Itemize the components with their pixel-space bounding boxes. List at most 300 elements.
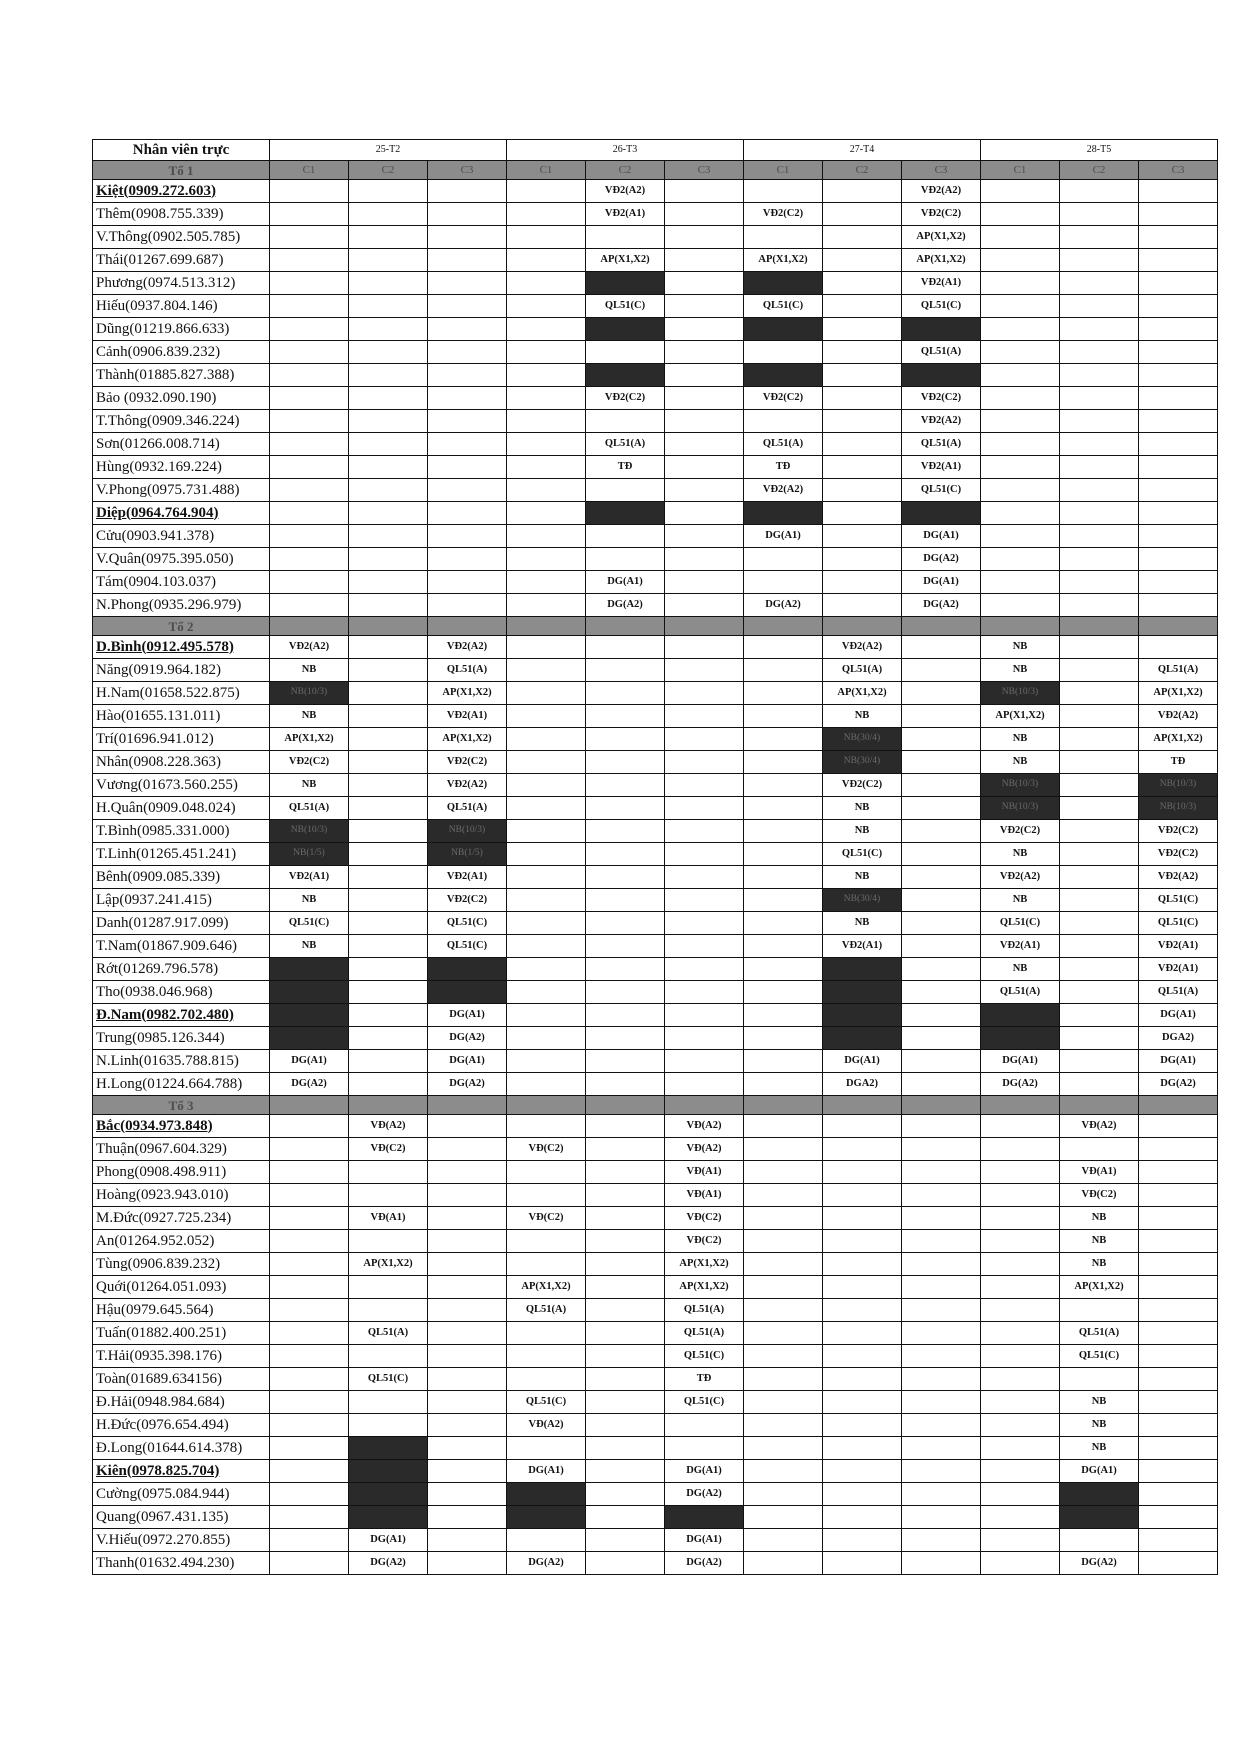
- staff-name: Hào(01655.131.011): [93, 705, 270, 728]
- shift-cell: [823, 1483, 902, 1506]
- staff-name: H.Quân(0909.048.024): [93, 797, 270, 820]
- shift-cell: [507, 548, 586, 571]
- shift-cell: [428, 1483, 507, 1506]
- staff-name: N.Linh(01635.788.815): [93, 1050, 270, 1073]
- shift-cell: VĐ2(A2): [981, 866, 1060, 889]
- shift-cell: [823, 1506, 902, 1529]
- shaded-cell: NB(10/3): [1139, 774, 1218, 797]
- shift-cell: [1060, 318, 1139, 341]
- shaded-cell: [586, 364, 665, 387]
- shift-cell: [428, 1161, 507, 1184]
- shift-cell: [744, 571, 823, 594]
- shift-cell: [744, 1184, 823, 1207]
- shift-cell: DG(A2): [981, 1073, 1060, 1096]
- shift-cell: [586, 659, 665, 682]
- shift-cell: [428, 1253, 507, 1276]
- shift-cell: [902, 1506, 981, 1529]
- shift-cell: [428, 1138, 507, 1161]
- staff-name: Dũng(01219.866.633): [93, 318, 270, 341]
- shift-cell: [270, 571, 349, 594]
- shift-cell: [902, 1115, 981, 1138]
- shift-cell: [1139, 1207, 1218, 1230]
- shift-cell: [981, 433, 1060, 456]
- staff-row: [93, 571, 1218, 594]
- staff-row: [93, 226, 1218, 249]
- group-header-cell: [823, 617, 902, 636]
- shift-cell: VĐ(A2): [349, 1115, 428, 1138]
- shift-cell: [586, 1004, 665, 1027]
- shift-header: C1: [744, 161, 823, 180]
- staff-name: Diệp(0964.764.904): [93, 502, 270, 525]
- shift-cell: [1139, 1276, 1218, 1299]
- shift-cell: [1060, 1027, 1139, 1050]
- staff-row: [93, 479, 1218, 502]
- shift-cell: [1139, 1184, 1218, 1207]
- shift-cell: NB: [981, 659, 1060, 682]
- shift-cell: [1060, 364, 1139, 387]
- shift-cell: VĐ2(A2): [744, 479, 823, 502]
- shift-cell: NB: [270, 935, 349, 958]
- group-label: Tổ 2: [93, 617, 270, 636]
- group-header-cell: [428, 617, 507, 636]
- staff-name: Bắc(0934.973.848): [93, 1115, 270, 1138]
- shift-cell: [823, 226, 902, 249]
- staff-row: [93, 272, 1218, 295]
- shaded-cell: [823, 958, 902, 981]
- shift-cell: [744, 682, 823, 705]
- shift-cell: [507, 751, 586, 774]
- shift-cell: TĐ: [665, 1368, 744, 1391]
- shift-cell: [507, 866, 586, 889]
- shift-cell: [744, 1115, 823, 1138]
- shift-cell: [902, 820, 981, 843]
- staff-row: [93, 1483, 1218, 1506]
- shift-cell: [507, 387, 586, 410]
- shift-cell: [270, 1253, 349, 1276]
- staff-row: [93, 1506, 1218, 1529]
- shift-cell: [744, 341, 823, 364]
- shift-cell: [823, 387, 902, 410]
- group-header-cell: [349, 617, 428, 636]
- shift-cell: DG(A2): [270, 1073, 349, 1096]
- shift-cell: [586, 1184, 665, 1207]
- shift-cell: [270, 1391, 349, 1414]
- shift-cell: [270, 479, 349, 502]
- shift-cell: [902, 1345, 981, 1368]
- shaded-cell: [507, 1506, 586, 1529]
- shift-cell: [744, 1414, 823, 1437]
- shift-cell: QL51(C): [981, 912, 1060, 935]
- shift-cell: [665, 958, 744, 981]
- shift-cell: [665, 364, 744, 387]
- group-header-cell: [902, 617, 981, 636]
- shift-cell: [902, 1368, 981, 1391]
- shift-cell: [981, 410, 1060, 433]
- shift-cell: QL51(C): [902, 295, 981, 318]
- staff-name: N.Phong(0935.296.979): [93, 594, 270, 617]
- shift-cell: [902, 1391, 981, 1414]
- shift-cell: [1060, 479, 1139, 502]
- shift-cell: [428, 295, 507, 318]
- staff-name: Đ.Nam(0982.702.480): [93, 1004, 270, 1027]
- shift-cell: [428, 1437, 507, 1460]
- shift-cell: [507, 456, 586, 479]
- shift-cell: [1060, 797, 1139, 820]
- shift-cell: QL51(C): [902, 479, 981, 502]
- shift-cell: VĐ(C2): [349, 1138, 428, 1161]
- shift-cell: [1060, 1004, 1139, 1027]
- shift-cell: AP(X1,X2): [586, 249, 665, 272]
- staff-name: Cường(0975.084.944): [93, 1483, 270, 1506]
- shift-cell: NB: [981, 843, 1060, 866]
- staff-name: V.Phong(0975.731.488): [93, 479, 270, 502]
- shift-cell: DG(A1): [665, 1460, 744, 1483]
- shift-cell: NB: [270, 889, 349, 912]
- shift-cell: [270, 180, 349, 203]
- shaded-cell: [349, 1460, 428, 1483]
- group-header-cell: [428, 1096, 507, 1115]
- staff-row: [93, 1529, 1218, 1552]
- shift-cell: QL51(C): [1139, 912, 1218, 935]
- shift-cell: [349, 1276, 428, 1299]
- shift-cell: [507, 525, 586, 548]
- shift-cell: [586, 1483, 665, 1506]
- shift-cell: [1060, 502, 1139, 525]
- shift-cell: [665, 1027, 744, 1050]
- staff-row: [93, 1184, 1218, 1207]
- shift-cell: [270, 364, 349, 387]
- shift-cell: [270, 1483, 349, 1506]
- shift-cell: VĐ2(C2): [902, 387, 981, 410]
- staff-name: Kiên(0978.825.704): [93, 1460, 270, 1483]
- staff-name: Vương(01673.560.255): [93, 774, 270, 797]
- shift-cell: [349, 479, 428, 502]
- shift-cell: [823, 1230, 902, 1253]
- staff-row: [93, 1299, 1218, 1322]
- shaded-cell: [902, 318, 981, 341]
- shift-cell: [507, 203, 586, 226]
- shaded-cell: [586, 318, 665, 341]
- shift-cell: [665, 705, 744, 728]
- shift-cell: [902, 1161, 981, 1184]
- staff-row: [93, 1276, 1218, 1299]
- staff-row: [93, 249, 1218, 272]
- shift-cell: [823, 341, 902, 364]
- shift-cell: VĐ(A2): [665, 1138, 744, 1161]
- shift-cell: [823, 525, 902, 548]
- shift-cell: QL51(A): [823, 659, 902, 682]
- shift-cell: [981, 341, 1060, 364]
- shift-cell: [1139, 180, 1218, 203]
- shift-header: C2: [586, 161, 665, 180]
- shift-cell: [586, 1138, 665, 1161]
- staff-row: [93, 318, 1218, 341]
- shift-cell: QL51(A): [1139, 981, 1218, 1004]
- shift-cell: [507, 1073, 586, 1096]
- staff-name: Cửu(0903.941.378): [93, 525, 270, 548]
- group-header-cell: [1139, 617, 1218, 636]
- shift-cell: [586, 1322, 665, 1345]
- staff-row: [93, 889, 1218, 912]
- shift-cell: VĐ2(A2): [1139, 866, 1218, 889]
- staff-row: [93, 659, 1218, 682]
- staff-row: [93, 456, 1218, 479]
- shift-cell: [665, 682, 744, 705]
- shift-cell: [270, 1414, 349, 1437]
- shift-cell: [507, 1529, 586, 1552]
- shift-cell: VĐ(C2): [1060, 1184, 1139, 1207]
- shift-cell: [823, 1299, 902, 1322]
- shift-cell: [428, 180, 507, 203]
- shaded-cell: [823, 1027, 902, 1050]
- shift-cell: [665, 433, 744, 456]
- shift-cell: [507, 774, 586, 797]
- shift-cell: [981, 249, 1060, 272]
- shift-cell: [665, 935, 744, 958]
- shift-cell: [823, 410, 902, 433]
- shift-cell: [665, 1050, 744, 1073]
- shaded-cell: [349, 1483, 428, 1506]
- shift-cell: [349, 1184, 428, 1207]
- group-header-cell: [1060, 1096, 1139, 1115]
- shift-cell: [349, 364, 428, 387]
- shift-cell: [744, 1276, 823, 1299]
- staff-name: T.Thông(0909.346.224): [93, 410, 270, 433]
- staff-name: Thuận(0967.604.329): [93, 1138, 270, 1161]
- shift-cell: [823, 1322, 902, 1345]
- shift-cell: [586, 1529, 665, 1552]
- shift-cell: [349, 1050, 428, 1073]
- shift-cell: [981, 1368, 1060, 1391]
- shaded-cell: NB(10/3): [981, 682, 1060, 705]
- shift-cell: [665, 180, 744, 203]
- shift-cell: VĐ2(C2): [744, 203, 823, 226]
- group-header-cell: [1060, 617, 1139, 636]
- shift-cell: NB: [823, 797, 902, 820]
- shift-cell: [981, 1437, 1060, 1460]
- shift-cell: [586, 774, 665, 797]
- shift-cell: [349, 433, 428, 456]
- shaded-cell: NB(30/4): [823, 751, 902, 774]
- shift-cell: [428, 571, 507, 594]
- shift-cell: [270, 1529, 349, 1552]
- shift-cell: [902, 958, 981, 981]
- group-label: Tổ 1: [93, 161, 270, 180]
- shift-cell: [270, 1207, 349, 1230]
- shift-cell: [981, 502, 1060, 525]
- shift-cell: [507, 226, 586, 249]
- shift-cell: [902, 1184, 981, 1207]
- shift-cell: QL51(C): [349, 1368, 428, 1391]
- staff-row: [93, 1207, 1218, 1230]
- shift-cell: [586, 820, 665, 843]
- staff-name: Quới(01264.051.093): [93, 1276, 270, 1299]
- shift-cell: [1060, 1050, 1139, 1073]
- staff-name: Kiệt(0909.272.603): [93, 180, 270, 203]
- staff-row: [93, 410, 1218, 433]
- shift-cell: [270, 249, 349, 272]
- shift-cell: [270, 295, 349, 318]
- shift-cell: [665, 272, 744, 295]
- group-header-cell: [665, 617, 744, 636]
- shift-cell: [744, 1004, 823, 1027]
- shift-cell: [507, 728, 586, 751]
- shift-cell: [586, 410, 665, 433]
- staff-row: [93, 1073, 1218, 1096]
- shift-cell: [507, 1230, 586, 1253]
- shift-cell: [902, 1276, 981, 1299]
- shift-cell: [823, 364, 902, 387]
- shift-cell: [744, 548, 823, 571]
- shift-cell: DG(A1): [1060, 1460, 1139, 1483]
- staff-name: Đ.Long(01644.614.378): [93, 1437, 270, 1460]
- shift-cell: [744, 1345, 823, 1368]
- shift-cell: [1060, 820, 1139, 843]
- shift-cell: DG(A2): [744, 594, 823, 617]
- shift-cell: [428, 1230, 507, 1253]
- shift-cell: [744, 1253, 823, 1276]
- group-header-cell: [744, 617, 823, 636]
- staff-row: [93, 1414, 1218, 1437]
- shift-cell: [349, 295, 428, 318]
- shift-cell: VĐ2(A1): [270, 866, 349, 889]
- shift-cell: DG(A2): [507, 1552, 586, 1575]
- shift-cell: [744, 1483, 823, 1506]
- shaded-cell: [823, 981, 902, 1004]
- shift-cell: [823, 1207, 902, 1230]
- staff-row: [93, 981, 1218, 1004]
- shift-cell: [586, 1391, 665, 1414]
- shift-cell: [744, 659, 823, 682]
- shift-cell: [665, 659, 744, 682]
- shift-cell: [665, 318, 744, 341]
- shift-cell: [349, 594, 428, 617]
- staff-name: Hùng(0932.169.224): [93, 456, 270, 479]
- shift-cell: [507, 1050, 586, 1073]
- staff-row: [93, 912, 1218, 935]
- staff-row: [93, 1138, 1218, 1161]
- shift-cell: [507, 249, 586, 272]
- shift-cell: [981, 1161, 1060, 1184]
- shift-cell: [981, 571, 1060, 594]
- shift-header: C3: [902, 161, 981, 180]
- shift-cell: [507, 433, 586, 456]
- shaded-cell: [586, 502, 665, 525]
- shift-cell: NB: [981, 636, 1060, 659]
- shift-cell: AP(X1,X2): [902, 249, 981, 272]
- shift-cell: [428, 1529, 507, 1552]
- shift-cell: [270, 1161, 349, 1184]
- shift-cell: [981, 1529, 1060, 1552]
- shift-cell: [823, 1115, 902, 1138]
- shift-cell: QL51(C): [507, 1391, 586, 1414]
- shift-cell: [507, 571, 586, 594]
- shift-cell: [507, 1184, 586, 1207]
- group-header-cell: [981, 617, 1060, 636]
- shift-cell: QL51(C): [428, 935, 507, 958]
- shift-cell: [665, 797, 744, 820]
- shift-cell: [1139, 318, 1218, 341]
- shift-cell: [902, 1073, 981, 1096]
- shift-cell: VĐ2(A2): [1139, 705, 1218, 728]
- shift-cell: [981, 1506, 1060, 1529]
- shift-cell: VĐ2(C2): [823, 774, 902, 797]
- shift-cell: [1139, 1437, 1218, 1460]
- shift-cell: [981, 1230, 1060, 1253]
- shift-cell: [586, 1414, 665, 1437]
- shift-cell: [507, 272, 586, 295]
- shift-cell: [270, 1437, 349, 1460]
- shift-cell: [586, 889, 665, 912]
- shift-cell: [507, 1368, 586, 1391]
- shift-cell: [349, 1004, 428, 1027]
- shift-cell: QL51(A): [586, 433, 665, 456]
- shift-cell: [586, 866, 665, 889]
- shift-cell: [823, 1161, 902, 1184]
- group-header-row: [93, 161, 1218, 180]
- staff-row: [93, 1115, 1218, 1138]
- day-header: 26-T3: [507, 140, 744, 161]
- shift-cell: QL51(C): [1060, 1345, 1139, 1368]
- shift-cell: QL51(C): [428, 912, 507, 935]
- shift-cell: [902, 912, 981, 935]
- shift-cell: [349, 272, 428, 295]
- shift-cell: NB: [270, 659, 349, 682]
- shift-cell: [902, 889, 981, 912]
- staff-row: [93, 1253, 1218, 1276]
- shift-cell: [507, 912, 586, 935]
- shift-cell: [428, 1391, 507, 1414]
- shift-cell: [744, 820, 823, 843]
- staff-name: Lập(0937.241.415): [93, 889, 270, 912]
- staff-row: [93, 728, 1218, 751]
- staff-name: Tùng(0906.839.232): [93, 1253, 270, 1276]
- shift-cell: VĐ2(A1): [586, 203, 665, 226]
- shaded-cell: NB(1/5): [428, 843, 507, 866]
- shift-cell: DG(A2): [349, 1552, 428, 1575]
- shift-cell: DG(A1): [428, 1050, 507, 1073]
- shift-cell: AP(X1,X2): [428, 728, 507, 751]
- shift-cell: AP(X1,X2): [744, 249, 823, 272]
- staff-row: [93, 636, 1218, 659]
- shift-cell: DG(A2): [1060, 1552, 1139, 1575]
- staff-row: [93, 705, 1218, 728]
- shift-cell: [270, 1345, 349, 1368]
- shift-cell: [981, 226, 1060, 249]
- shift-cell: [349, 341, 428, 364]
- shift-cell: [981, 1322, 1060, 1345]
- shift-cell: [1060, 636, 1139, 659]
- staff-name: M.Đức(0927.725.234): [93, 1207, 270, 1230]
- shift-cell: VĐ(C2): [665, 1207, 744, 1230]
- group-header-cell: [586, 1096, 665, 1115]
- shift-cell: [981, 272, 1060, 295]
- shift-cell: [902, 1207, 981, 1230]
- shift-cell: [981, 1391, 1060, 1414]
- shaded-cell: [981, 1004, 1060, 1027]
- shift-cell: [823, 502, 902, 525]
- shaded-cell: [744, 364, 823, 387]
- shift-cell: [428, 1299, 507, 1322]
- shift-cell: [744, 866, 823, 889]
- shift-cell: [1060, 594, 1139, 617]
- shift-cell: [665, 502, 744, 525]
- staff-row: [93, 203, 1218, 226]
- shift-cell: [586, 479, 665, 502]
- shift-cell: [665, 341, 744, 364]
- shift-cell: [744, 843, 823, 866]
- staff-row: [93, 1027, 1218, 1050]
